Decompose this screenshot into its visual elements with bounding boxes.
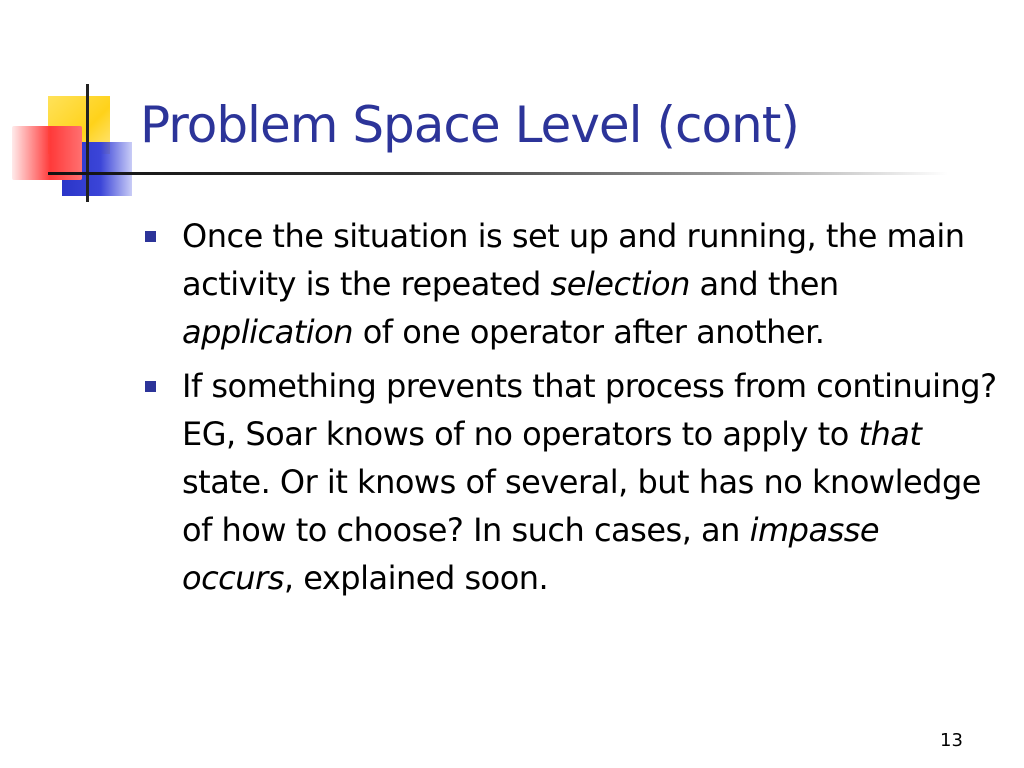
bullet-text (182, 367, 997, 597)
bullet-italic-segment: that (858, 415, 922, 453)
title-underline (48, 172, 948, 175)
bullet-text-segment: If something prevents that process from continuing? EG, Soar knows of no operators to apply to (182, 367, 997, 453)
bullet-square-icon (145, 231, 156, 242)
bullet-italic-segment: selection (550, 265, 690, 303)
bullet-square-icon (145, 381, 156, 392)
page-number: 13 (940, 730, 963, 751)
bullet-list (140, 212, 1000, 608)
bullet-text-segment: of one operator after another. (353, 313, 825, 351)
bullet-item (140, 362, 1000, 602)
bullet-text-segment: Once the situation is set up and running, the main activity is the repeated (182, 217, 965, 303)
bullet-text (182, 217, 965, 351)
bullet-italic-segment: impasse occurs (182, 511, 880, 597)
bullet-text-segment: state. Or it knows of several, but has no knowledge of how to choose? In such cases, an (182, 463, 981, 549)
slide-title: Problem Space Level (cont) (140, 96, 799, 154)
logo-vertical-line (86, 84, 89, 202)
decorative-logo (0, 0, 150, 210)
bullet-item (140, 212, 1000, 356)
bullet-text-segment: , explained soon. (283, 559, 549, 597)
bullet-text-segment: and then (689, 265, 839, 303)
bullet-italic-segment: application (182, 313, 354, 351)
